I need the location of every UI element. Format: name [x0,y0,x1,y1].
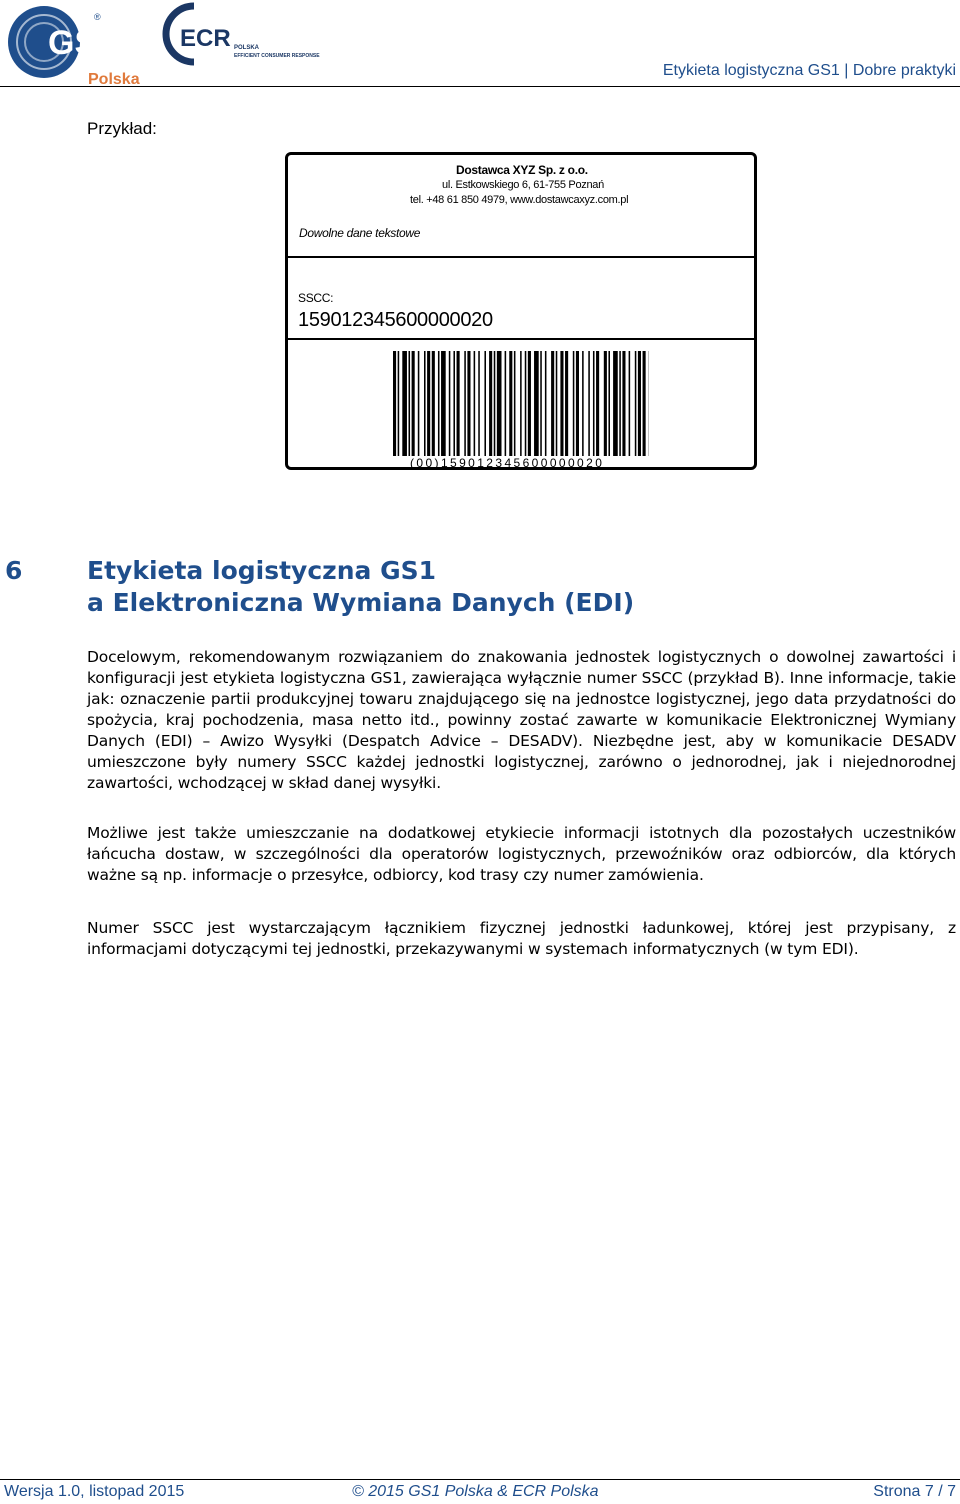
label-divider-lower [288,338,754,340]
sscc-value: 159012345600000020 [298,309,493,331]
free-text-field: Dowolne dane tekstowe [299,226,421,240]
barcode-bar [478,351,480,456]
sscc-caption: SSCC: [298,291,334,305]
barcode-bar [619,351,621,456]
barcode-bar [424,351,426,456]
barcode-bar [514,351,516,456]
barcode-bar [474,351,476,456]
sscc-barcode [393,351,649,456]
barcode-bar [467,351,470,456]
barcode-bar [438,351,440,456]
svg-text:Polska: Polska [88,71,140,88]
barcode-bar [457,351,460,456]
barcode-bar [635,351,637,456]
logistic-label [285,152,757,470]
barcode-bar [573,351,575,456]
barcode-bar [464,351,466,456]
barcode-bar [489,351,492,456]
barcode-bar [643,351,646,456]
barcode-bar [596,351,599,456]
paragraph-3: Numer SSCC jest wystarczającym łącznikiem fizycznej jednostki ładunkowej, której jest przypisany, z informacjami dotyczącymi tej jednostki, przekazywanymi w systemach informatycznych (w tym EDI). [87,918,956,958]
barcode-bar [409,351,411,456]
barcode-bar [432,351,435,456]
barcode-bar [638,351,641,456]
barcode-bar [540,351,542,456]
barcode-bar [604,351,607,456]
example-label: Przykład: [87,119,157,138]
barcode-bar [576,351,579,456]
svg-text:ECR: ECR [180,25,231,52]
paragraph-1: Docelowym, rekomendowanym rozwiązaniem do znakowania jednostek logistycznych o dowolnej zawartości i konfiguracji jest etykieta logistyczna GS1, zawierająca wyłącznie numer SSCC (przykład B). Inne informacje, takie jak: oznaczenie partii produkcyjnej towaru znajdującego się na jednostce logistycznej, jego data przydatności do spożycia, kraj pochodzenia, masa netto itd., powinny zostać zawarte w komunikacie Elektronicznej Wymiany Danych (EDI) – Awizo Wysyłki (Despatch Advice – DESADV). Niezbędne jest, aby w komunikacie DESADV umieszczone były numery SSCC każdej jednostki logistycznej, zarówno o jednorodnej, jak i niejednorodnej zawartości, wchodzącej w skład danej wysyłki. [87,647,956,792]
barcode-bar [525,351,527,456]
barcode-bar [449,351,451,456]
barcode-bar [398,351,400,456]
barcode-bar [528,351,531,456]
footer-divider [0,1479,960,1480]
label-divider [288,256,754,258]
barcode-bar [534,351,539,456]
barcode-bar [412,351,415,456]
barcode-bar [494,351,496,456]
footer-page-number: Strona 7 / 7 [873,1483,956,1500]
barcode-bar [582,351,584,456]
paragraph-2: Możliwe jest także umieszczanie na dodatkowej etykiecie informacji istotnych dla pozostałych uczestników łańcucha dostaw, w szczególności dla operatorów logistycznych, przewoźników oraz odbiorców, dla których ważne są np. informacje o przesyłce, odbiorcy, kod trasy czy numer zamówienia. [87,823,956,884]
barcode-bar [402,351,407,456]
barcode-bar [484,351,486,456]
supplier-contact: tel. +48 61 850 4979, www.dostawcaxyz.com.pl [410,194,629,206]
barcode-bar [520,351,522,456]
barcode-bar [497,351,502,456]
barcode-bar [427,351,430,456]
barcode-bar [613,351,618,456]
supplier-address: ul. Estkowskiego 6, 61-755 Poznań [442,179,604,191]
svg-text:EFFICIENT CONSUMER RESPONSE: EFFICIENT CONSUMER RESPONSE [234,53,320,59]
barcode-human-readable: (00)159012345600000020 [410,456,605,470]
section-title-line-2: a Elektroniczna Wymiana Danych (EDI) [87,588,635,617]
svg-text:POLSKA: POLSKA [234,45,260,51]
barcode-bar [593,351,595,456]
ecr-polska-logo [160,2,320,66]
footer-version: Wersja 1.0, listopad 2015 [4,1483,185,1500]
section-title-line-1: Etykieta logistyczna GS1 [87,556,436,585]
barcode-bar [509,351,512,456]
barcode-bar [560,351,563,456]
svg-text:GS1: GS1 [48,24,117,62]
supplier-name: Dostawca XYZ Sp. z o.o. [456,163,588,177]
barcode-bar [393,351,396,456]
barcode-bar [622,351,625,456]
header-title: Etykieta logistyczna GS1 | Dobre praktyki [662,62,956,79]
barcode-bar [418,351,420,456]
barcode-bar [608,351,610,456]
section-number: 6 [5,556,23,585]
barcode-bar [629,351,631,456]
barcode-bar [453,351,455,456]
barcode-bar [565,351,568,456]
barcode-bar [441,351,446,456]
barcode-bar [551,351,554,456]
barcode-bar [505,351,507,456]
gs1-polska-logo [4,2,154,88]
barcode-bar [556,351,558,456]
barcode-bar [588,351,590,456]
svg-text:®: ® [94,12,101,22]
barcode-bar [545,351,547,456]
footer-copyright: © 2015 GS1 Polska & ECR Polska [352,1483,599,1500]
header-divider [0,86,960,87]
